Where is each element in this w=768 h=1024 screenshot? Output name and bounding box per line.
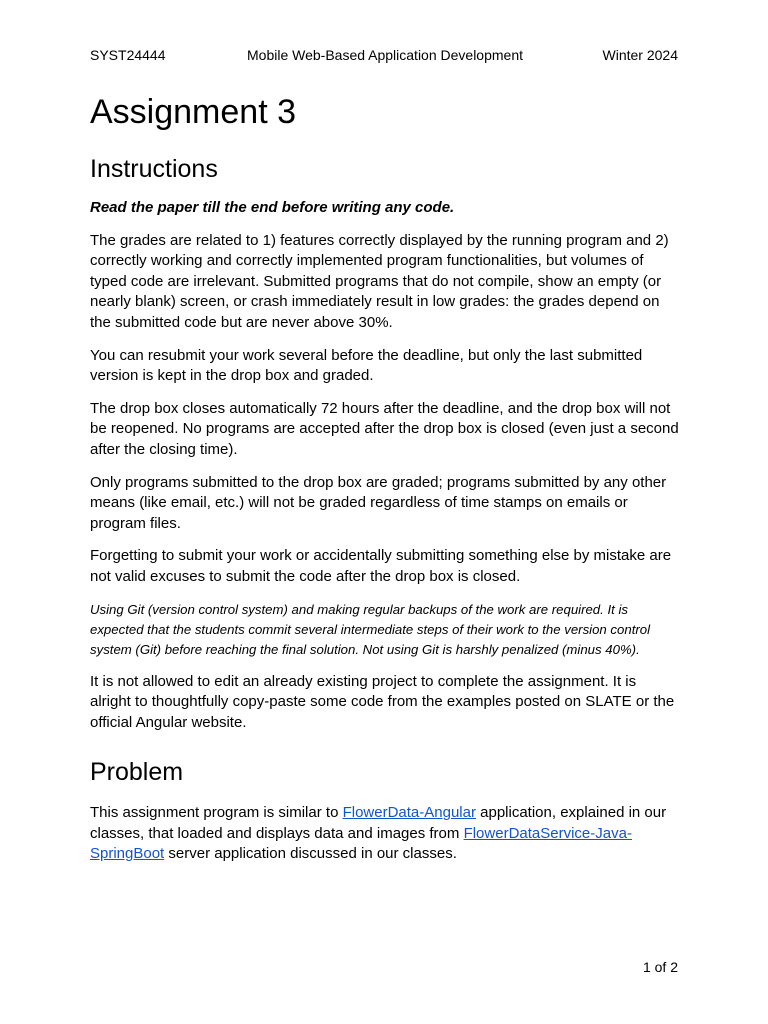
problem-paragraph — [90, 803, 680, 865]
flowerdata-angular-link[interactable]: FlowerData-Angular — [342, 804, 476, 822]
course-code: SYST24444 — [90, 47, 166, 63]
submission-method-paragraph: Only programs submitted to the drop box are graded; programs submitted by any other means (like email, etc.) will not be graded regardless of time stamps on emails or program files. — [90, 473, 667, 532]
course-name: Mobile Web-Based Application Development — [247, 47, 524, 63]
grading-paragraph: The grades are related to 1) features correctly displayed by the running program and 2) correctly working and correctly implemented program functionalities, but volumes of typed code are irrelevant. Submitted programs that do not compile, show an empty (or nearly blank) screen, or crash immediately result in low grades: the grades depend on the submitted code but are never above 30%. — [90, 231, 669, 331]
problem-text-start: This assignment program is similar to — [90, 804, 343, 822]
flowerdataservice-springboot-link[interactable]: FlowerDataService-Java-SpringBoot — [90, 824, 632, 863]
resubmit-paragraph: You can resubmit your work several before the deadline, but only the last submitted version is kept in the drop box and graded. — [90, 346, 643, 385]
problem-text-middle: application, explained in our classes, that loaded and displays data and images from — [90, 804, 667, 842]
document-title: Assignment 3 — [90, 93, 296, 131]
problem-heading: Problem — [90, 758, 184, 787]
problem-text-end: server application discussed in our classes. — [164, 845, 457, 863]
instructions-lead: Read the paper till the end before writing any code. — [90, 199, 455, 216]
editing-policy-paragraph: It is not allowed to edit an already existing project to complete the assignment. It is alright to thoughtfully copy-paste some code from the examples posted on SLATE or the official Angular website. — [90, 672, 675, 731]
dropbox-closing-paragraph: The drop box closes automatically 72 hours after the deadline, and the drop box will not be reopened. No programs are accepted after the drop box is closed (even just a second after the closing time). — [90, 399, 679, 458]
page-header — [90, 45, 678, 65]
page-indicator: 1 of 2 — [642, 959, 678, 975]
git-note: Using Git (version control system) and making regular backups of the work are required. It is expected that the students commit several intermediate steps of their work to the version control system (Git) before reaching the final solution. Not using Git is harshly penalized (minus 40%). — [90, 601, 651, 657]
term: Winter 2024 — [602, 47, 678, 63]
excuses-paragraph: Forgetting to submit your work or accidentally submitting something else by mistake are not valid excuses to submit the code after the drop box is closed. — [90, 547, 672, 585]
instructions-heading: Instructions — [90, 155, 218, 183]
document-body — [90, 92, 680, 877]
